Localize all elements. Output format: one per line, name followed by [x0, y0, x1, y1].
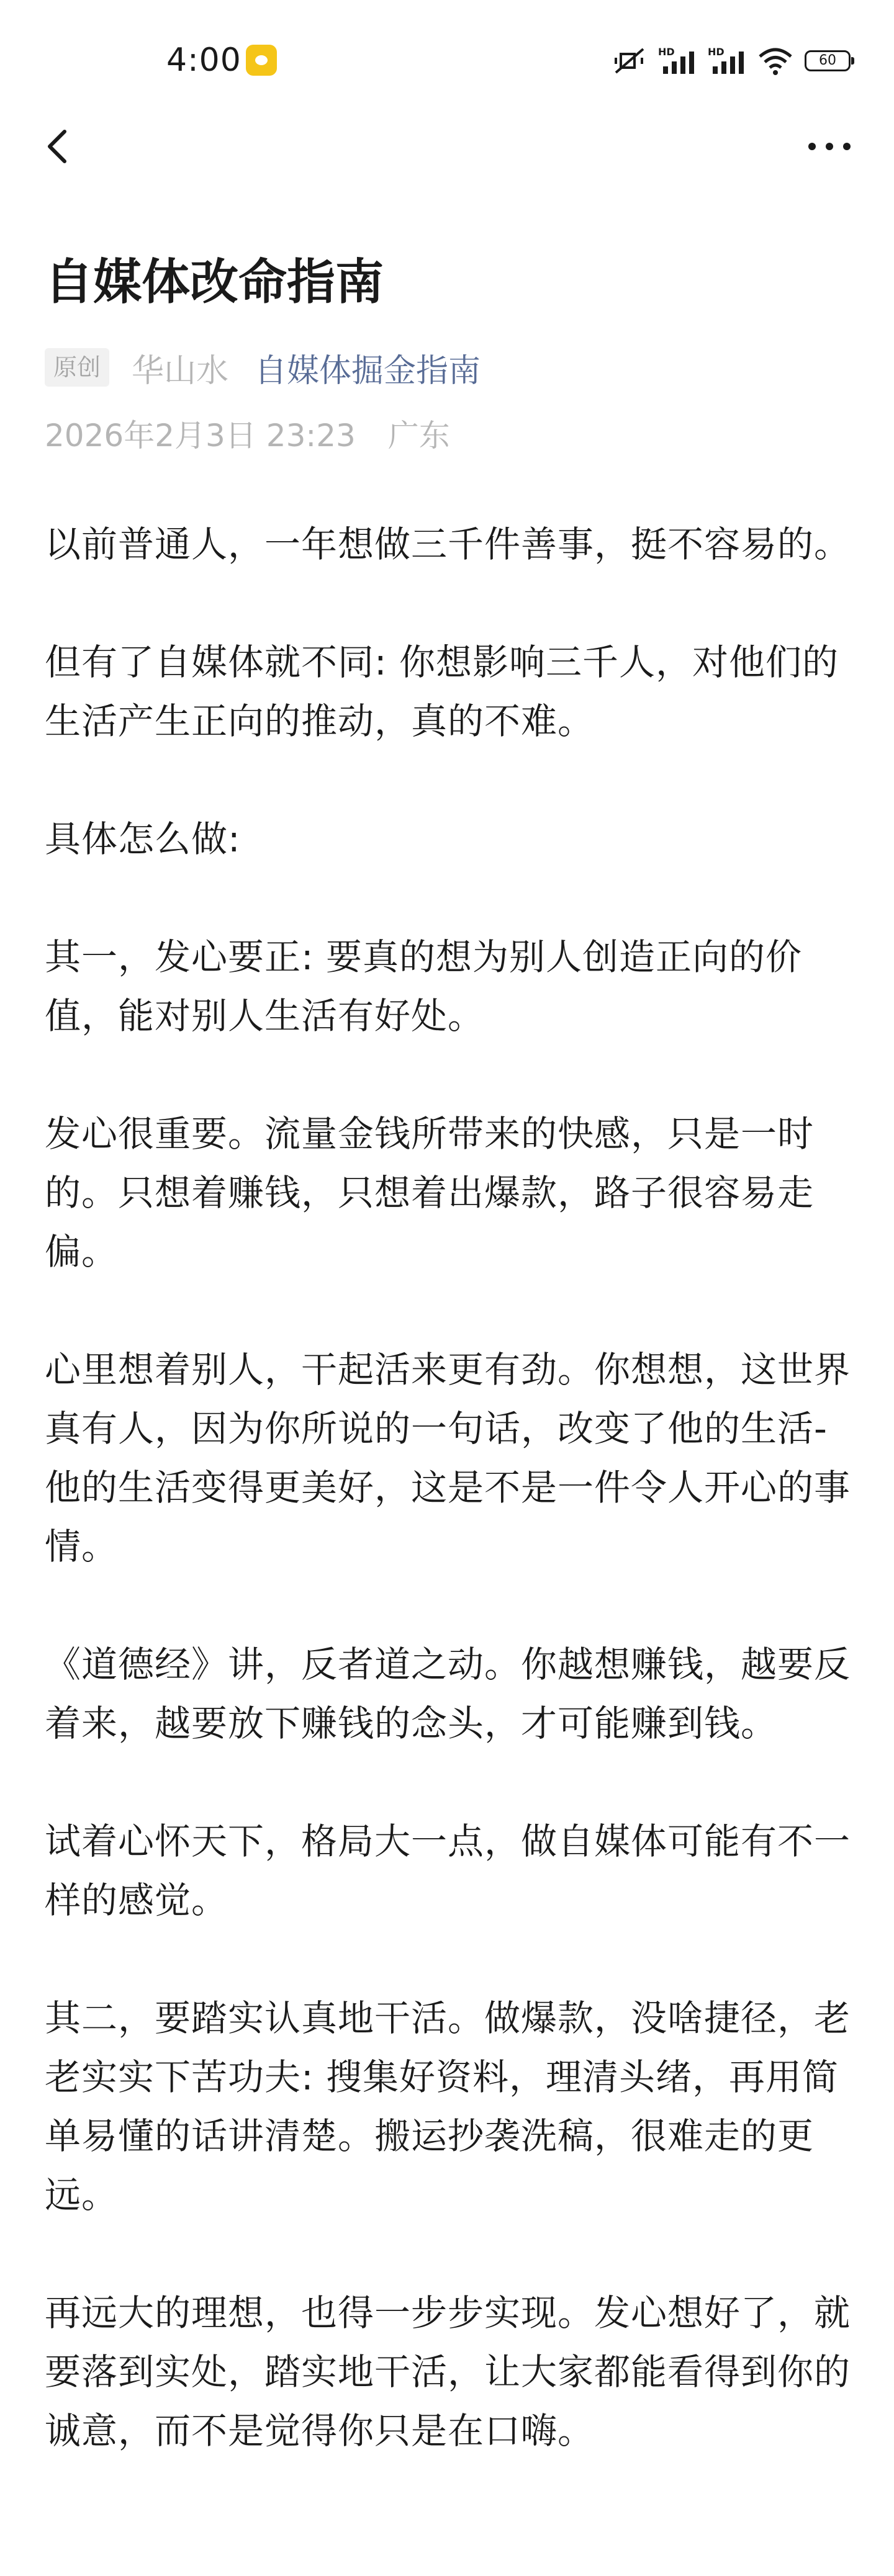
paragraph: 但有了自媒体就不同: 你想影响三千人，对他们的生活产生正向的推动，真的不难。 — [45, 641, 839, 742]
paragraph: 其一，发心要正: 要真的想为别人创造正向的价值，能对别人生活有好处。 — [45, 936, 802, 1037]
publish-date: 2026年2月3日 23:23 — [45, 418, 356, 454]
paragraph: 心里想着别人，干起活来更有劲。你想想，这世界真有人，因为你所说的一句话，改变了他的生活-他的生活变得更美好，这是不是一件令人开心的事情。 — [45, 1349, 851, 1568]
paragraph: 具体怎么做: — [45, 818, 241, 860]
publish-location: 广东 — [387, 418, 450, 454]
article-body — [45, 515, 852, 2520]
paragraph: 其二，要踏实认真地干活。做爆款，没啥捷径，老老实实下苦功夫: 搜集好资料，理清头绪，再用简单易懂的话讲清楚。搬运抄袭洗稿，很难走的更远。 — [45, 1997, 851, 2216]
status-icons — [612, 43, 851, 78]
battery-indicator: 60 — [805, 50, 851, 71]
mute-vibrate-icon — [612, 45, 647, 76]
app-notification-icon — [246, 45, 277, 76]
back-button[interactable] — [40, 122, 77, 171]
paragraph: 再远大的理想，也得一步步实现。发心想好了，就要落到实处，踏实地干活，让大家都能看得到你的诚意，而不是觉得你只是在口嗨。 — [45, 2292, 851, 2452]
wifi-icon — [757, 45, 793, 76]
signal-icon — [658, 45, 697, 76]
publish-info — [45, 411, 450, 460]
status-bar — [0, 0, 894, 124]
account-name-link[interactable]: 自媒体掘金指南 — [255, 352, 481, 390]
more-button[interactable] — [805, 134, 854, 159]
signal-label-2: HD — [708, 46, 725, 58]
signal-icon-2 — [708, 45, 746, 76]
author-name: 华山水 — [132, 352, 229, 390]
paragraph: 《道德经》讲，反者道之动。你越想赚钱，越要反着来，越要放下赚钱的念头，才可能赚到钱。 — [45, 1643, 851, 1744]
article-title: 自媒体改命指南 — [45, 254, 384, 310]
more-horizontal-icon — [805, 134, 854, 159]
signal-label-1: HD — [658, 46, 675, 58]
status-time: 4:00 — [166, 42, 242, 79]
original-badge: 原创 — [45, 348, 109, 387]
article-meta — [45, 343, 481, 392]
chevron-left-icon — [40, 122, 77, 171]
paragraph: 以前普通人，一年想做三千件善事，挺不容易的。 — [45, 523, 851, 565]
paragraph: 发心很重要。流量金钱所带来的快感，只是一时的。只想着赚钱，只想着出爆款，路子很容易走偏。 — [45, 1113, 815, 1273]
paragraph: 试着心怀天下，格局大一点，做自媒体可能有不一样的感觉。 — [45, 1820, 851, 1921]
